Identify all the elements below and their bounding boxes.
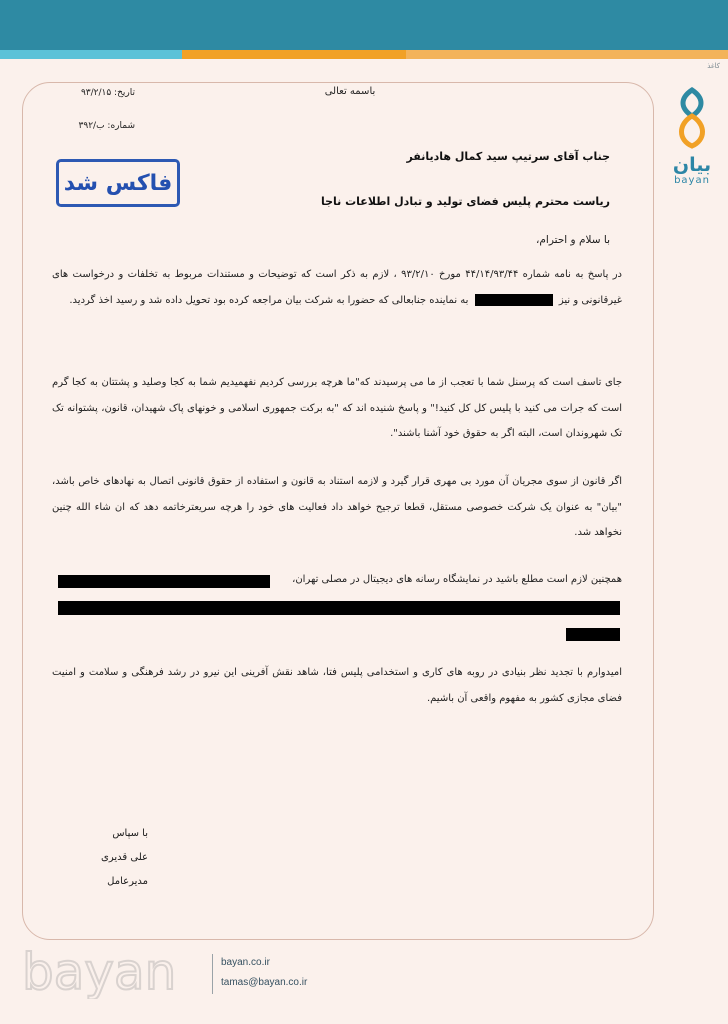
greeting: با سلام و احترام، bbox=[536, 234, 610, 246]
footer-wordmark-text: bayan bbox=[22, 945, 177, 999]
fax-stamp-text: فاکس شد bbox=[63, 170, 173, 196]
paragraph-1-part-b: به نماینده جنابعالی که حضورا به شرکت بیان مراجعه کرده بود تحویل داده شد و رسید اخذ گردید. bbox=[69, 294, 469, 306]
color-stripe bbox=[0, 50, 728, 59]
paragraph-1-part-a: در پاسخ به نامه شماره ۴۴/۱۴/۹۳/۴۴ مورخ ۹۳/۲/۱۰ ، لازم به ذکر است که توضیحات و مستندات مربوط به تخلفات و درخواست های غیرقانونی و نیز bbox=[52, 269, 623, 306]
footer-email[interactable]: tamas@bayan.co.ir bbox=[221, 977, 308, 988]
header-band bbox=[0, 0, 728, 50]
redaction-bar bbox=[58, 575, 270, 588]
bayan-logo-icon bbox=[675, 86, 709, 150]
paragraph-1 bbox=[52, 262, 622, 313]
paragraph-4: همچنین لازم است مطلع باشید در نمایشگاه رسانه های دیجیتال در مصلی تهران، bbox=[292, 574, 622, 585]
paragraph-5: امیدوارم با تجدید نظر بنیادی در روبه های کاری و استخدامی پلیس فتا، شاهد نقش آفرینی این نیرو در رشد فرهنگی و سلامت و امنیت فضای مجازی کشور به مفهوم واقعی آن باشیم. bbox=[52, 667, 622, 704]
paper-label: کاغذ bbox=[707, 62, 720, 70]
footer-website[interactable]: bayan.co.ir bbox=[221, 957, 270, 968]
paragraph-2: جای تاسف است که پرسنل شما با تعجب از ما می پرسیدند که"ما هرچه بررسی کردیم نفهمیدیم شما به کجا وصلید و پشتتان به کجا گرم است که جرات می کنید با پلیس کل کل کنید!" و پاسخ شنیده اند که "به برکت جمهوری اسلامی و خونهای پاک شهیدان، قانون، پشتوانه تک تک شهروندان است، البته اگر به حقوق خود آشنا باشند". bbox=[52, 377, 622, 439]
footer-divider bbox=[212, 954, 213, 994]
letter-date: تاریخ: ۹۳/۲/۱۵ bbox=[80, 88, 135, 98]
recipient-name: جناب آقای سرتیپ سید کمال هادیانفر bbox=[406, 150, 610, 163]
basmala: باسمه تعالی bbox=[324, 86, 376, 97]
redaction-bar bbox=[566, 628, 620, 641]
recipient-title: ریاست محترم پلیس فضای تولید و تبادل اطلاعات ناجا bbox=[320, 195, 610, 208]
letter-number: شماره: ب/۳۹۲ bbox=[78, 121, 135, 131]
bayan-logo bbox=[662, 86, 722, 186]
redaction-bar bbox=[475, 294, 553, 306]
signature-closing: با سپاس bbox=[112, 828, 148, 839]
paragraph-3: اگر قانون از سوی مجریان آن مورد بی مهری قرار گیرد و لازمه استناد به قانون و استفاده از حقوق قانونی اتصال به نهادهای خاص باشد، "بیان" به عنوان یک شرکت خصوصی مستقل، قطعا ترجیح خواهد داد فعالیت های خود را هرچه سریعترخاتمه دهد که ان شاء الله چنین نخواهد شد. bbox=[52, 476, 622, 538]
signature-name: علی قدیری bbox=[101, 852, 148, 863]
logo-text-en: bayan bbox=[674, 175, 710, 186]
signature-title: مدیرعامل bbox=[107, 876, 148, 887]
logo-text-fa: بیان bbox=[672, 154, 712, 176]
footer-wordmark bbox=[22, 945, 207, 1003]
redaction-bar bbox=[58, 601, 620, 615]
